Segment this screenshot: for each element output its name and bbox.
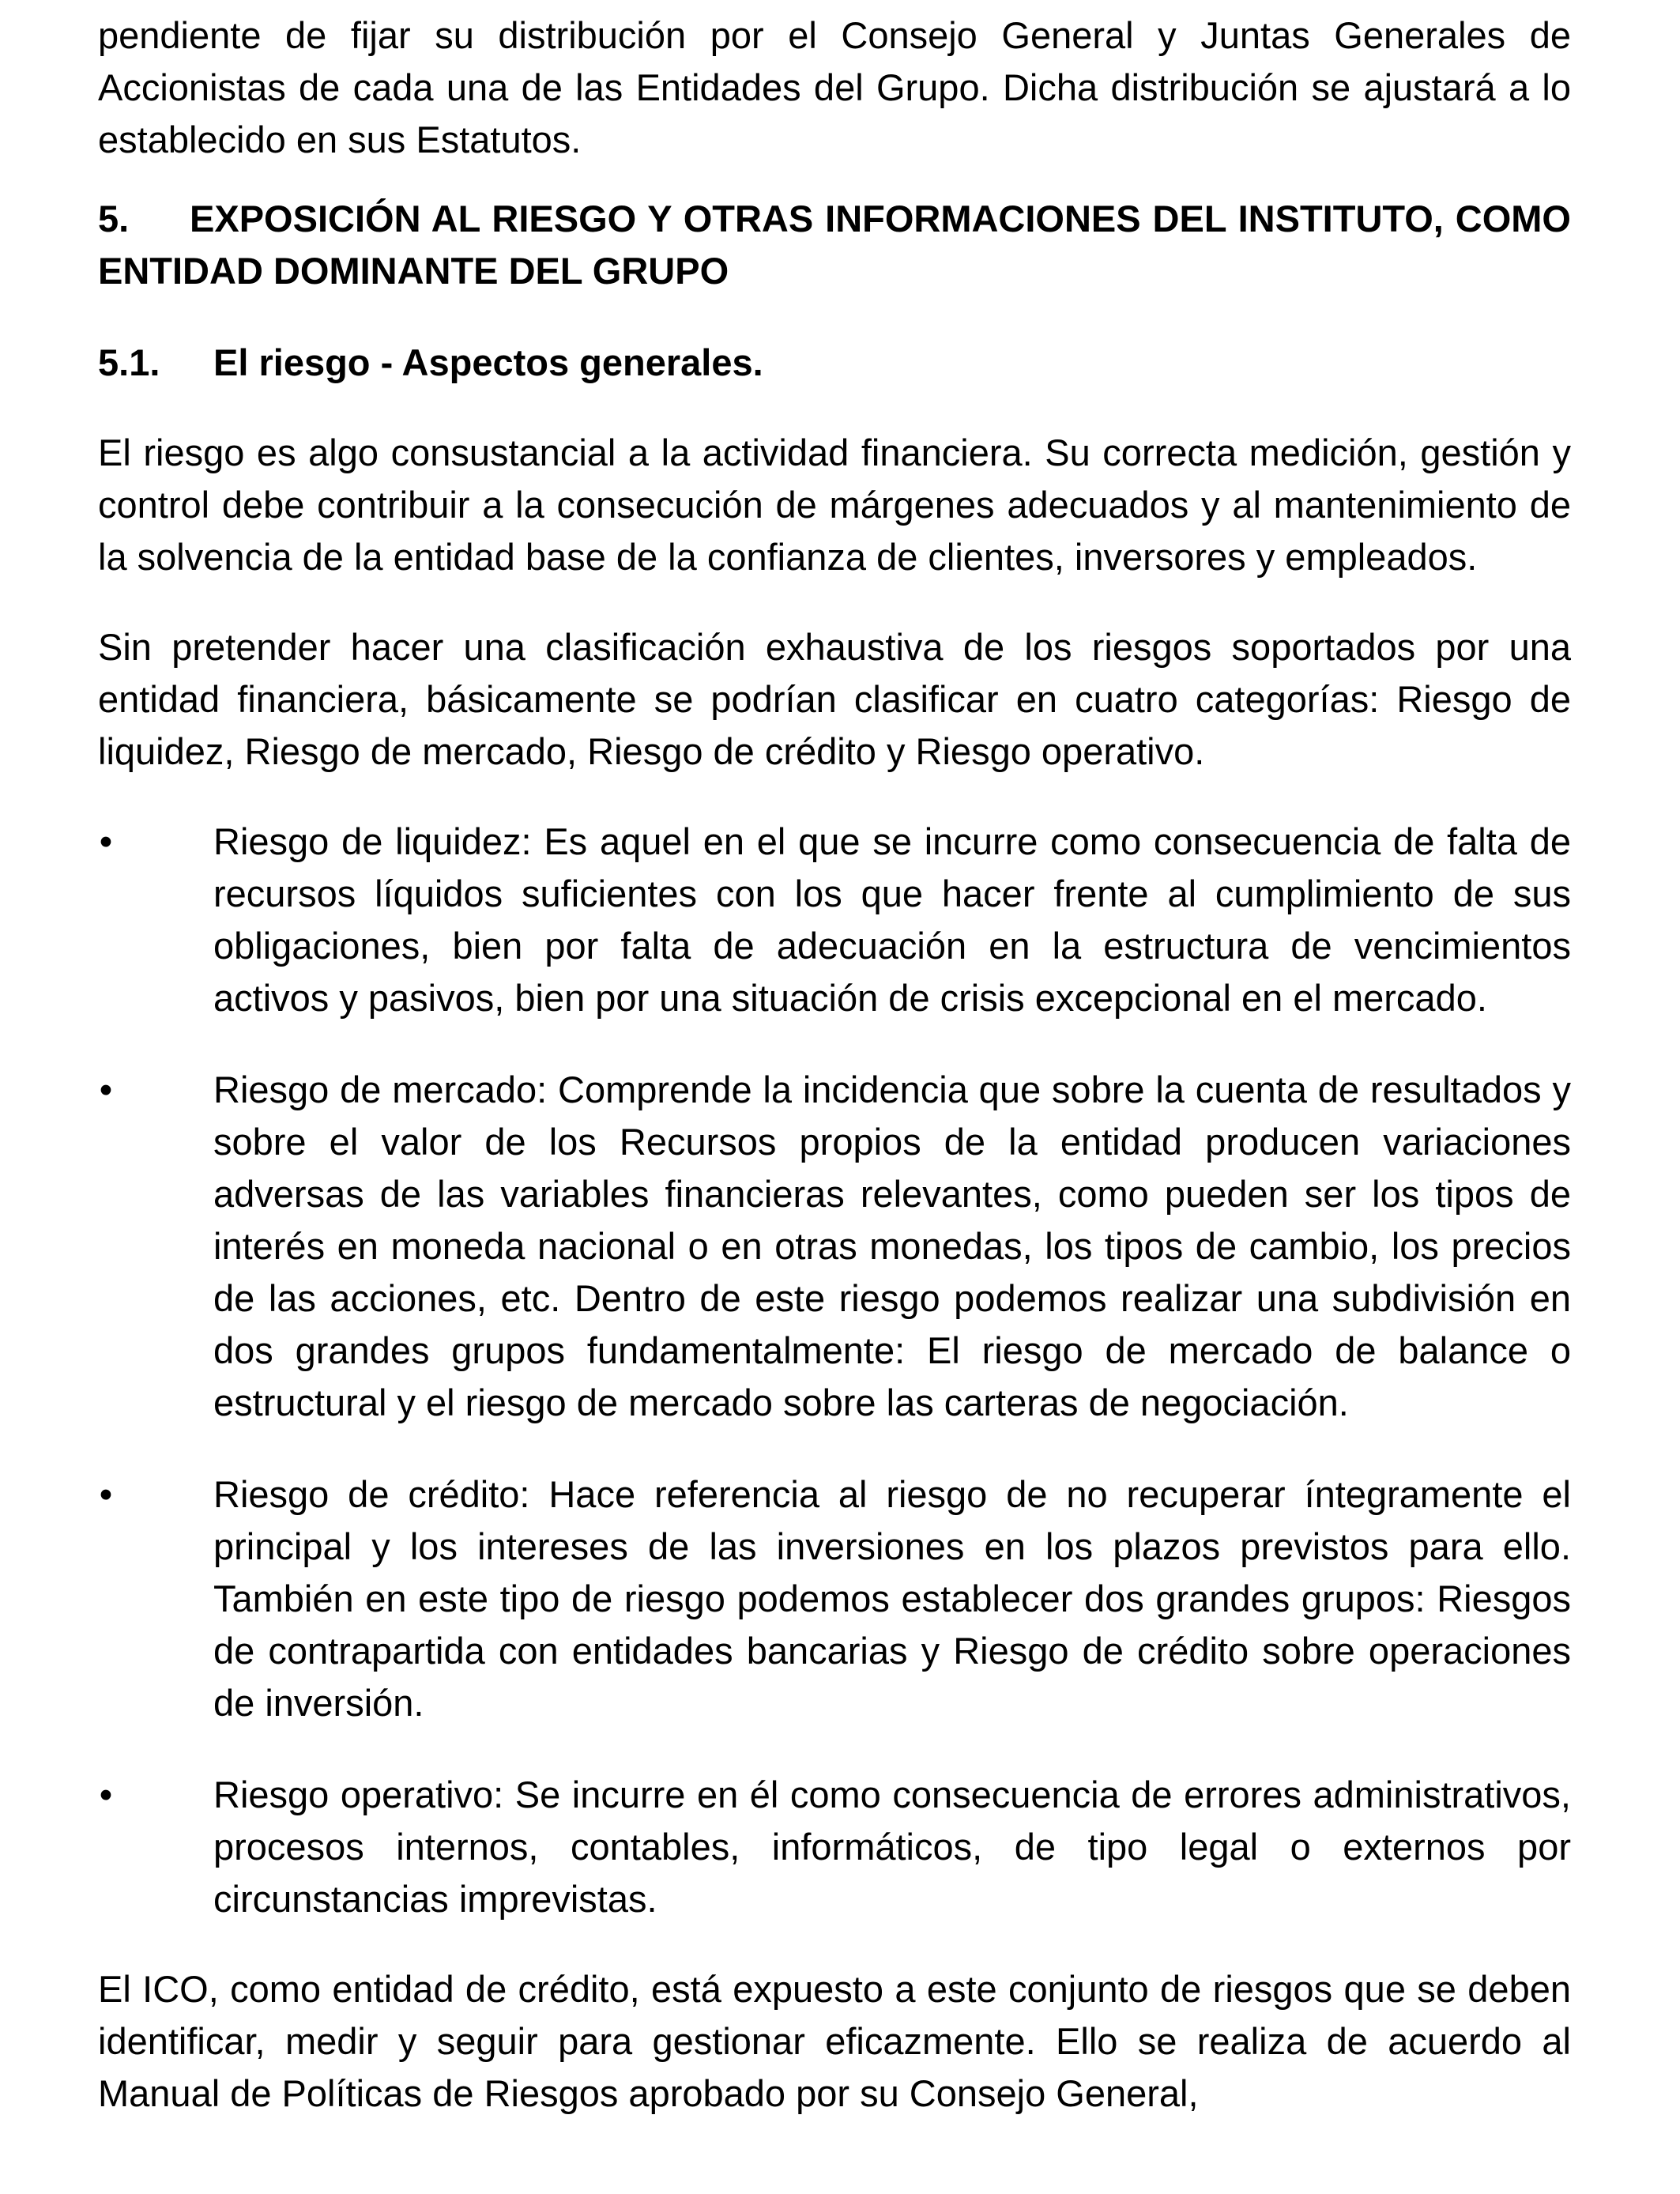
subsection-number: 5.1. <box>98 341 160 383</box>
closing-paragraph: El ICO, como entidad de crédito, está expuesto a este conjunto de riesgos que se deben identificar, medir y seguir para gestionar eficazmente. Ello se realiza de acuerdo al Manual de Políticas de Riesgos aprobado por su Consejo General, <box>98 1968 1571 2114</box>
subsection-title: El riesgo - Aspectos generales. <box>213 341 763 383</box>
list-item-text: Riesgo de liquidez: Es aquel en el que se incurre como consecuencia de falta de recursos líquidos suficientes con los que hacer frente al cumplimiento de sus obligaciones, bien por falta de adecuación en la estructura de vencimientos activos y pasivos, bien por una situación de crisis excepcional en el mercado. <box>213 820 1571 1019</box>
bullet-icon: • <box>99 1473 113 1515</box>
section-heading <box>98 193 1571 297</box>
document-page <box>98 9 1571 2120</box>
list-item-text: Riesgo de mercado: Comprende la incidencia que sobre la cuenta de resultados y sobre el valor de los Recursos propios de la entidad producen variaciones adversas de las variables financieras relevantes, como pueden ser los tipos de interés en moneda nacional o en otras monedas, los tipos de cambio, los precios de las acciones, etc. Dentro de este riesgo podemos realizar una subdivisión en dos grandes grupos fundamentalmente: El riesgo de mercado de balance o estructural y el riesgo de mercado sobre las carteras de negociación. <box>213 1069 1571 1423</box>
bullet-icon: • <box>99 1069 113 1110</box>
list-item-text: Riesgo de crédito: Hace referencia al riesgo de no recuperar íntegramente el principal y los intereses de las inversiones en los plazos previstos para ello. También en este tipo de riesgo podemos establecer dos grandes grupos: Riesgos de contrapartida con entidades bancarias y Riesgo de crédito sobre operaciones de inversión. <box>213 1473 1571 1724</box>
section-number: 5. <box>98 198 130 239</box>
list-item <box>98 1064 1571 1429</box>
list-item <box>98 816 1571 1024</box>
list-item-text: Riesgo operativo: Se incurre en él como consecuencia de errores administrativos, procesos internos, contables, informáticos, de tipo legal o externos por circunstancias imprevistas. <box>213 1774 1571 1920</box>
body-paragraph: El riesgo es algo consustancial a la actividad financiera. Su correcta medición, gestión y control debe contribuir a la consecución de márgenes adecuados y al mantenimiento de la solvencia de la entidad base de la confianza de clientes, inversores y empleados. <box>98 432 1571 578</box>
section-title: EXPOSICIÓN AL RIESGO Y OTRAS INFORMACIONES DEL INSTITUTO, COMO ENTIDAD DOMINANTE DEL GRUPO <box>98 198 1571 292</box>
list-item <box>98 1769 1571 1925</box>
list-item <box>98 1468 1571 1729</box>
subsection-heading <box>98 337 1571 389</box>
bullet-icon: • <box>99 820 113 862</box>
body-paragraph: Sin pretender hacer una clasificación exhaustiva de los riesgos soportados por una entidad financiera, básicamente se podrían clasificar en cuatro categorías: Riesgo de liquidez, Riesgo de mercado, Riesgo de crédito y Riesgo operativo. <box>98 626 1571 772</box>
intro-paragraph: pendiente de fijar su distribución por el Consejo General y Juntas Generales de Accionistas de cada una de las Entidades del Grupo. Dicha distribución se ajustará a lo establecido en sus Estatutos. <box>98 14 1571 160</box>
bullet-icon: • <box>99 1774 113 1815</box>
